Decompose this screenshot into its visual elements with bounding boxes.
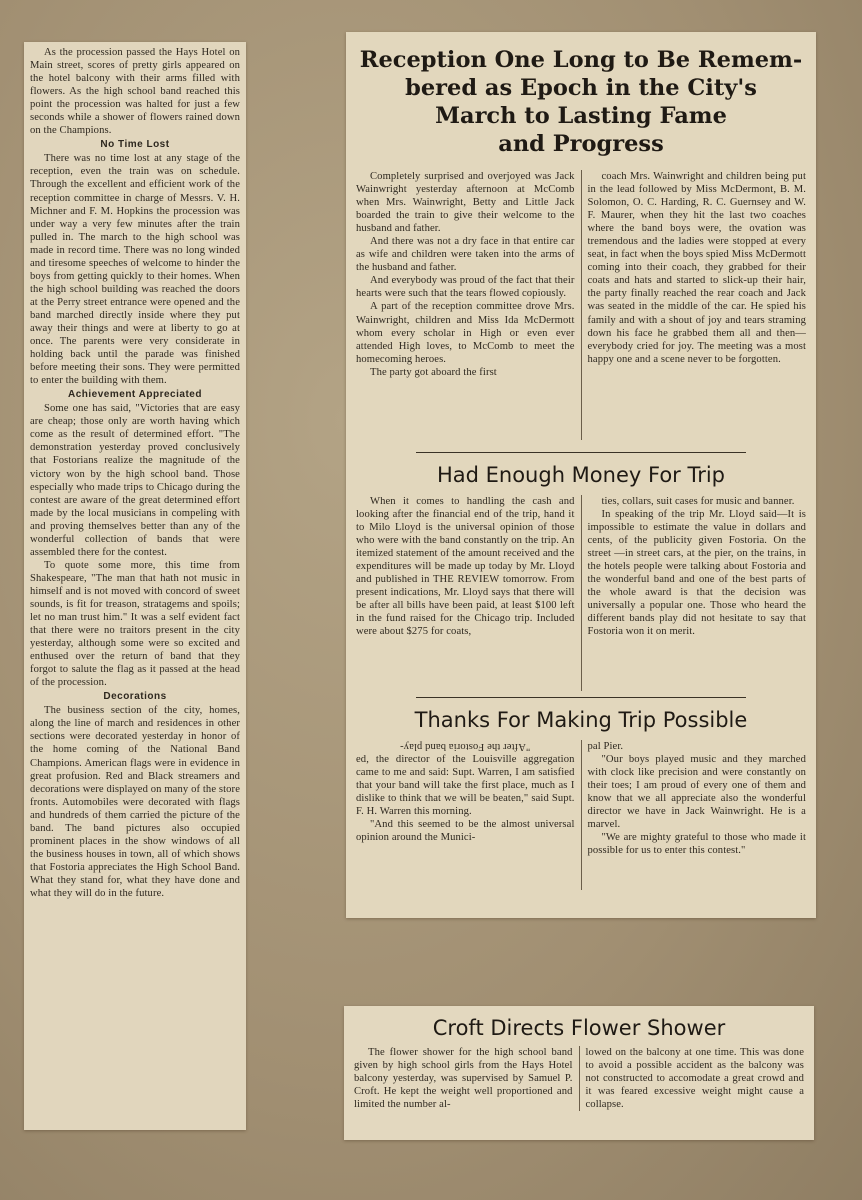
left-clipping-text	[30, 46, 240, 900]
story3-col-left-text	[356, 753, 575, 844]
bottom-story	[354, 1046, 804, 1111]
story2-col-left	[356, 495, 575, 691]
paragraph: And everybody was proud of the fact that their hearts were such that the tears flowed copiously.	[356, 275, 575, 300]
paragraph: The flower shower for the high school band given by high school girls from the Hays Hotel balcony yesterday, was supervised by Samuel P. Croft. He kept the weight well proportioned and limited the number al-	[354, 1047, 573, 1111]
paragraph: "We are mighty grateful to those who made it possible for us to enter this contest."	[587, 832, 806, 857]
main-headline	[356, 46, 806, 158]
paragraph: Completely surprised and overjoyed was Jack Wainwright yesterday afternoon at McComb when Mrs. Wainwright, Betty and Little Jack boarded the train to give their welcome to the husband and father.	[356, 171, 575, 235]
story2-title: Had Enough Money For Trip	[436, 463, 726, 487]
story1-col-left	[356, 170, 575, 440]
column-rule	[581, 740, 582, 890]
left-clipping	[24, 42, 246, 1130]
paragraph: "Our boys played music and they marched with clock like precision and were constantly on their toes; I am proud of every one of them and know that we all appreciate also the wonderful director we have in Jack Wainwright. He is a marvel.	[587, 754, 806, 831]
story3	[356, 740, 806, 890]
headline-line: and Progress	[498, 131, 664, 157]
left-section1	[30, 152, 240, 387]
main-clipping	[346, 32, 816, 918]
paragraph: ties, collars, suit cases for music and banner.	[601, 496, 795, 507]
bottom-clipping	[344, 1006, 814, 1140]
divider	[416, 697, 746, 698]
story1-col-right	[588, 170, 807, 440]
paragraph: Some one has said, "Victories that are easy are cheap; those only are worth having which come as the result of determined effort. "The demonstration yesterday proved conclusively that Fostorians realize the magnitude of the victory won by the high school band. Those especially who made trips to Chicago during the contest are aware of the great determined effort made by the local musicians in compeling with and proving themselves better than any of the wonderful collection of bands that were assembled there for the contest.	[30, 403, 240, 558]
paragraph: The party got aboard the first	[370, 366, 497, 378]
left-section2	[30, 402, 240, 689]
paragraph: lowed on the balcony at one time. This was done to avoid a possible accident as the balcony was not constructed to accomodate a great crowd and it was feared excessive weight might cause a collapse.	[585, 1047, 804, 1111]
story3-col-right	[588, 740, 807, 890]
column-rule	[579, 1046, 580, 1111]
section-title-no-time-lost: No Time Lost	[100, 139, 170, 151]
bottom-col-right	[586, 1046, 805, 1111]
story1	[356, 170, 806, 440]
paragraph: The business section of the city, homes, along the line of march and residences in other sections were decorated yesterday in honor of the home coming of the National Band Champions. American flags were in evidence in great profusion. Red and Black streamers and decorations were displayed on many of the store fronts. Automobiles were decorated with flags and hundreds of them carried the picture of the band. The band pictures also occupied prominent places in the show windows of all the business houses in town, all of which shows that Fostoria appreciates the High School Band. What they stand for, what they have done and what they will do in the future.	[30, 705, 240, 899]
headline-line: Reception One Long to Be Remem-	[359, 47, 803, 73]
left-intro	[30, 46, 240, 137]
bottom-col-left	[354, 1046, 573, 1111]
left-section3	[30, 704, 240, 900]
paragraph: To quote some more, this time from Shakespeare, "The man that hath not music in himself and is not moved with concord of sweet sounds, is fit for treason, stratagems and spoils; let no man trust him." It was a self evident fact that there were no traitors present in the city yesterday, although some were so excited and enthused over the return of band that they forgot to salute the flag as it passed at the head of the procession.	[30, 559, 240, 689]
paragraph: As the procession passed the Hays Hotel on Main street, scores of pretty girls appeared on the hotel balcony with their arms filled with flowers. As the high school band reached this point the procession was halted for just a few seconds while a shower of flowers rained down on the Champions.	[30, 47, 240, 137]
paragraph: And there was not a dry face in that entire car as wife and children were taken into the arms of the husband and father.	[356, 236, 575, 274]
upside-down-line: "After the Fostoria band play-	[400, 741, 531, 753]
bottom-title: Croft Directs Flower Shower	[432, 1016, 726, 1040]
paragraph: There was no time lost at any stage of the reception, even the train was on schedule. Through the excellent and efficient work of the reception committee in charge of Messrs. V. H. Michner and F. M. Hopkins the procession was under way a very few minutes after the train pulled in. The march to the high school was made in record time. There was no long winded and tiresome speeches of welcome to hinder the boys from getting quickly to their homes. When the high school building was reached the doors at the Perry street entrance were opened and the band marched directly inside where they put away their things and were at liberty to go at once. The parents were very considerate in holding back until the parade was finished before meeting their sons. They were permitted to enter the building with them.	[30, 153, 240, 387]
paragraph: ed, the director of the Louisville aggregation came to me and said: Supt. Warren, I am satisfied that your band will take the first place, much as I dislike to think that we will be beaten," said Supt. F. H. Warren this morning.	[356, 754, 575, 818]
paragraph: pal Pier.	[587, 741, 624, 752]
paragraph: coach Mrs. Wainwright and children being put in the lead followed by Miss McDermont, B. M. Solomon, O. C. Harding, R. C. Guernsey and W. F. Maurer, when they hit the last two coaches where the band boys were, the ovation was tremendous and the ladies were stopped at every seat, in fact when the boys spied Miss McDermott coming into their coach, they grabbed for their coats and hats and started to slick-up their hair, the party finally reached the rear coach and Jack was seated in the middle of the car. He spied his family and with a shout of joy and tears straming down his face he grabbed them all and then—everybody cried for joy. The meeting was a most happy one and a scene never to be forgotten.	[587, 171, 806, 365]
paragraph: In speaking of the trip Mr. Lloyd said—It is impossible to estimate the value in dollars and cents, of the publicity given Fostoria. On the street —in street cars, at the pier, on the trains, in the hotels people were talking about Fostoria and the wonderful band and one of the best parts of the whole award is that the decision was universally a popular one. Those who heard the different bands play did not hesitate to say that Fostoria won it on merit.	[587, 509, 806, 638]
paragraph: A part of the reception committee drove Mrs. Wainwright, children and Miss Ida McDermott whom every scholar in High or even ever attended High loves, to McComb to meet the homecoming heroes.	[356, 301, 575, 365]
story3-col-left	[356, 740, 575, 890]
story2-col-right	[588, 495, 807, 691]
paragraph: When it comes to handling the cash and looking after the financial end of the trip, hand it to Milo Lloyd is the universal opinion of those who were with the band constantly on the trip. An itemized statement of the amount received and the expenditures will be made up today by Mr. Lloyd and published in THE REVIEW tomorrow. From present indications, Mr. Lloyd says that there will be after all bills have been paid, at least $100 left in the fund raised for the Chicago trip. Included were about $275 for coats,	[356, 496, 575, 638]
headline-line: March to Lasting Fame	[435, 103, 727, 129]
section-title-decorations: Decorations	[103, 691, 167, 703]
story3-title: Thanks For Making Trip Possible	[414, 708, 748, 732]
section-title-achievement: Achievement Appreciated	[68, 389, 202, 401]
divider	[416, 452, 746, 453]
headline-line: bered as Epoch in the City's	[405, 75, 757, 101]
story2	[356, 495, 806, 691]
paragraph: "And this seemed to be the almost universal opinion around the Munici-	[356, 819, 575, 844]
column-rule	[581, 170, 582, 440]
column-rule	[581, 495, 582, 691]
